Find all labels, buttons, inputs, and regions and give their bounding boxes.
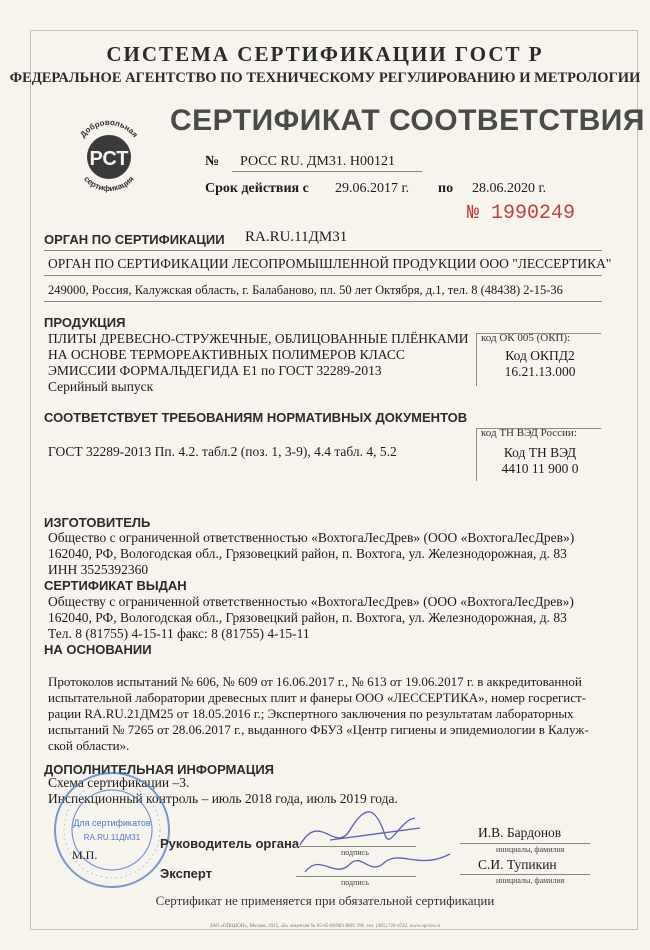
product-line: НА ОСНОВЕ ТЕРМОРЕАКТИВНЫХ ПОЛИМЕРОВ КЛАСС — [48, 347, 405, 362]
stamp-place: М.П. — [72, 848, 98, 862]
okp-label: код ОК 005 (ОКП): — [481, 332, 571, 344]
name-caption: инициалы, фамилия — [496, 845, 565, 854]
head-name: И.В. Бардонов — [478, 825, 562, 840]
issued-line: Тел. 8 (81755) 4-15-11 факс: 8 (81755) 4-15-11 — [48, 626, 310, 641]
okp-value-2: 16.21.13.000 — [504, 364, 576, 379]
cert-body-code: RA.RU.11ДМ31 — [245, 229, 348, 245]
issued-label: СЕРТИФИКАТ ВЫДАН — [44, 578, 187, 593]
rst-logo-icon — [70, 112, 148, 198]
valid-from: 29.06.2017 г. — [335, 181, 410, 196]
conforms-label: СООТВЕТСТВУЕТ ТРЕБОВАНИЯМ НОРМАТИВНЫХ ДОКУМЕНТОВ — [44, 410, 468, 425]
cert-body-name: ОРГАН ПО СЕРТИФИКАЦИИ ЛЕСОПРОМЫШЛЕННОЙ ПРОДУКЦИИ ООО "ЛЕССЕРТИКА" — [48, 256, 612, 271]
name-line — [460, 874, 590, 875]
additional-line: Схема сертификации –3. — [48, 775, 190, 790]
product-line: ПЛИТЫ ДРЕВЕСНО-СТРУЖЕЧНЫЕ, ОБЛИЦОВАННЫЕ ПЛЁНКАМИ — [48, 331, 469, 346]
basis-line: рации RA.RU.21ДМ25 от 18.05.2016 г.; Экспертного заключения по результатам лабораторных — [48, 706, 574, 721]
product-line: ЭМИССИИ ФОРМАЛЬДЕГИДА Е1 по ГОСТ 32289-2013 — [48, 363, 382, 378]
expert-name: С.И. Тупикин — [478, 857, 557, 872]
rule — [44, 275, 602, 276]
number-label: № — [205, 154, 220, 169]
number-underline — [232, 171, 422, 172]
validity-label: Срок действия с — [205, 181, 309, 196]
blank-number: № 1990249 — [467, 202, 576, 225]
cert-body-label: ОРГАН ПО СЕРТИФИКАЦИИ — [44, 232, 225, 247]
okp-value-1: Код ОКПД2 — [505, 348, 575, 363]
basis-line: Протоколов испытаний № 606, № 609 от 16.06.2017 г., № 613 от 19.06.2017 г. в аккредитованной — [48, 674, 582, 689]
printer-line: ЗАО «ОПЦИОН», Москва, 2015, «Б» лицензия № 05-05-09/003 ФНС РФ, тел. (495) 726-4742, www.opcion.ru — [209, 924, 441, 929]
product-line: Серийный выпуск — [48, 379, 154, 394]
standard-reference: ГОСТ 32289-2013 Пп. 4.2. табл.2 (поз. 1, 3-9), 4.4 табл. 4, 5.2 — [48, 444, 397, 459]
basis-line: ской области». — [48, 738, 130, 753]
document-title: СЕРТИФИКАТ СООТВЕТСТВИЯ — [170, 104, 645, 137]
organ-seal-icon — [52, 770, 172, 890]
manufacturer-label: ИЗГОТОВИТЕЛЬ — [44, 515, 151, 530]
manufacturer-line: ИНН 3525392360 — [48, 562, 149, 577]
manufacturer-line: 162040, РФ, Вологодская обл., Грязовецкий район, п. Вохтога, ул. Железнодорожная, д. 83 — [48, 546, 567, 561]
tnved-value-1: Код ТН ВЭД — [503, 445, 577, 460]
tnved-label: код ТН ВЭД России: — [481, 427, 577, 439]
basis-line: испытаний № 7265 от 28.06.2017 г., выданного ФБУЗ «Центр гигиены и эпидемиологии в Калуж- — [48, 722, 589, 737]
expert-signature-icon — [300, 842, 460, 887]
signature-caption: подпись — [341, 848, 369, 857]
product-label: ПРОДУКЦИЯ — [44, 315, 126, 330]
name-line — [460, 843, 590, 844]
basis-label: НА ОСНОВАНИИ — [44, 642, 152, 657]
system-title: СИСТЕМА СЕРТИФИКАЦИИ ГОСТ Р — [106, 42, 544, 66]
logo-text-bottom: сертификация — [82, 174, 136, 194]
manufacturer-line: Общество с ограниченной ответственностью «ВохтогаЛесДрев» (ООО «ВохтогаЛесДрев») — [48, 530, 575, 545]
footer-note: Сертификат не применяется при обязательной сертификации — [155, 893, 495, 908]
head-label: Руководитель органа — [160, 836, 300, 851]
rule — [44, 250, 602, 251]
certificate-number: РОСС RU. ДМ31. Н00121 — [240, 154, 395, 169]
logo-text-top: Добровольная — [78, 117, 140, 140]
issued-line: Обществу с ограниченной ответственностью «ВохтогаЛесДрев» (ООО «ВохтогаЛесДрев») — [48, 594, 574, 609]
expert-label: Эксперт — [160, 866, 213, 881]
issued-line: 162040, РФ, Вологодская обл., Грязовецкий район, п. Вохтога, ул. Железнодорожная, д. 83 — [48, 610, 567, 625]
logo-mark: РСТ — [89, 148, 129, 170]
tnved-value-2: 4410 11 900 0 — [501, 461, 579, 476]
signature-caption: подпись — [341, 878, 369, 887]
basis-line: испытательной лаборатории древесных плит и фанеры ООО «ЛЕССЕРТИКА», номер госрегист- — [48, 690, 587, 705]
additional-label: ДОПОЛНИТЕЛЬНАЯ ИНФОРМАЦИЯ — [44, 762, 275, 777]
rule — [44, 301, 602, 302]
seal-code: RA.RU.11ДМ31 — [83, 833, 141, 842]
cert-body-address: 249000, Россия, Калужская область, г. Балабаново, пл. 50 лет Октября, д.1, тел. 8 (48438) 2-15-36 — [48, 283, 563, 297]
seal-text: Для сертификатов — [73, 818, 151, 828]
valid-to: 28.06.2020 г. — [472, 181, 547, 196]
additional-line: Инспекционный контроль – июль 2018 года, июль 2019 года. — [48, 791, 398, 806]
agency-title: ФЕДЕРАЛЬНОЕ АГЕНТСТВО ПО ТЕХНИЧЕСКОМУ РЕГУЛИРОВАНИЮ И МЕТРОЛОГИИ — [9, 70, 641, 86]
valid-to-label: по — [438, 181, 454, 196]
name-caption: инициалы, фамилия — [496, 876, 565, 885]
